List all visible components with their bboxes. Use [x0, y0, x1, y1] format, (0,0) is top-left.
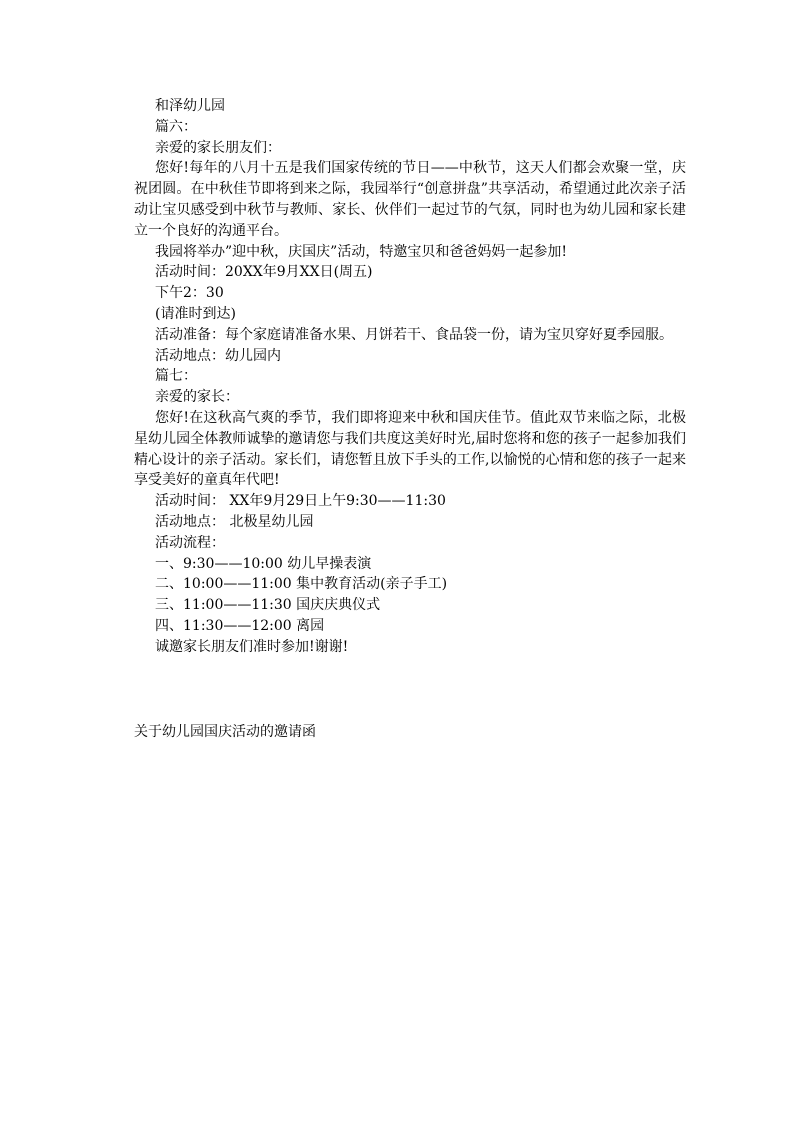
document-body	[134, 96, 686, 658]
salutation: 亲爱的家长朋友们：	[155, 139, 281, 156]
body-paragraph: 您好!每年的八月十五是我们国家传统的节日——中秋节，这天人们都会欢聚一堂，庆祝团圆。在中秋佳节即将到来之际，我园举行“创意拼盘”共享活动，希望通过此次亲子活动让宝贝感受到中秋节与教师、家长、伙伴们一起过节的气氛，同时也为幼儿园和家长建立一个良好的沟通平台。	[134, 160, 686, 239]
process-item: 一、9:30——10:00 幼儿早操表演	[155, 555, 372, 572]
section-heading: 篇六：	[155, 118, 197, 135]
kindergarten-name: 和泽幼儿园	[155, 98, 225, 114]
footer-title: 关于幼儿园国庆活动的邀请函	[134, 724, 316, 740]
closing-line: 诚邀家长朋友们准时参加!谢谢!	[155, 638, 349, 655]
activity-location: 活动地点：幼儿园内	[155, 347, 281, 364]
body-paragraph: 您好!在这秋高气爽的季节，我们即将迎来中秋和国庆佳节。值此双节来临之际，北极星幼儿园全体教师诚挚的邀请您与我们共度这美好时光,届时您将和您的孩子一起参加我们精心设计的亲子活动。家长们，请您暂且放下手头的工作,以愉悦的心情和您的孩子一起来享受美好的童真年代吧!	[134, 409, 686, 489]
activity-time-detail: 下午2：30	[155, 285, 224, 302]
process-item: 三、11:00——11:30 国庆庆典仪式	[155, 597, 381, 614]
process-item: 二、10:00——11:00 集中教育活动(亲子手工)	[155, 576, 448, 593]
activity-time: 活动时间： XX年9月29日上午9:30——11:30	[155, 493, 446, 510]
salutation: 亲爱的家长：	[155, 389, 239, 406]
invitation-line: 我园将举办”迎中秋，庆国庆”活动，特邀宝贝和爸爸妈妈一起参加!	[155, 243, 567, 260]
arrival-note: (请准时到达)	[155, 305, 236, 322]
activity-preparation: 活动准备：每个家庭请准备水果、月饼若干、食品袋一份，请为宝贝穿好夏季园服。	[155, 326, 673, 343]
section-heading: 篇七：	[155, 368, 197, 385]
activity-location: 活动地点： 北极星幼儿园	[155, 513, 314, 530]
activity-process-heading: 活动流程：	[155, 534, 225, 551]
process-item: 四、11:30——12:00 离园	[155, 617, 325, 634]
activity-time: 活动时间：20XX年9月XX日(周五)	[155, 264, 373, 281]
